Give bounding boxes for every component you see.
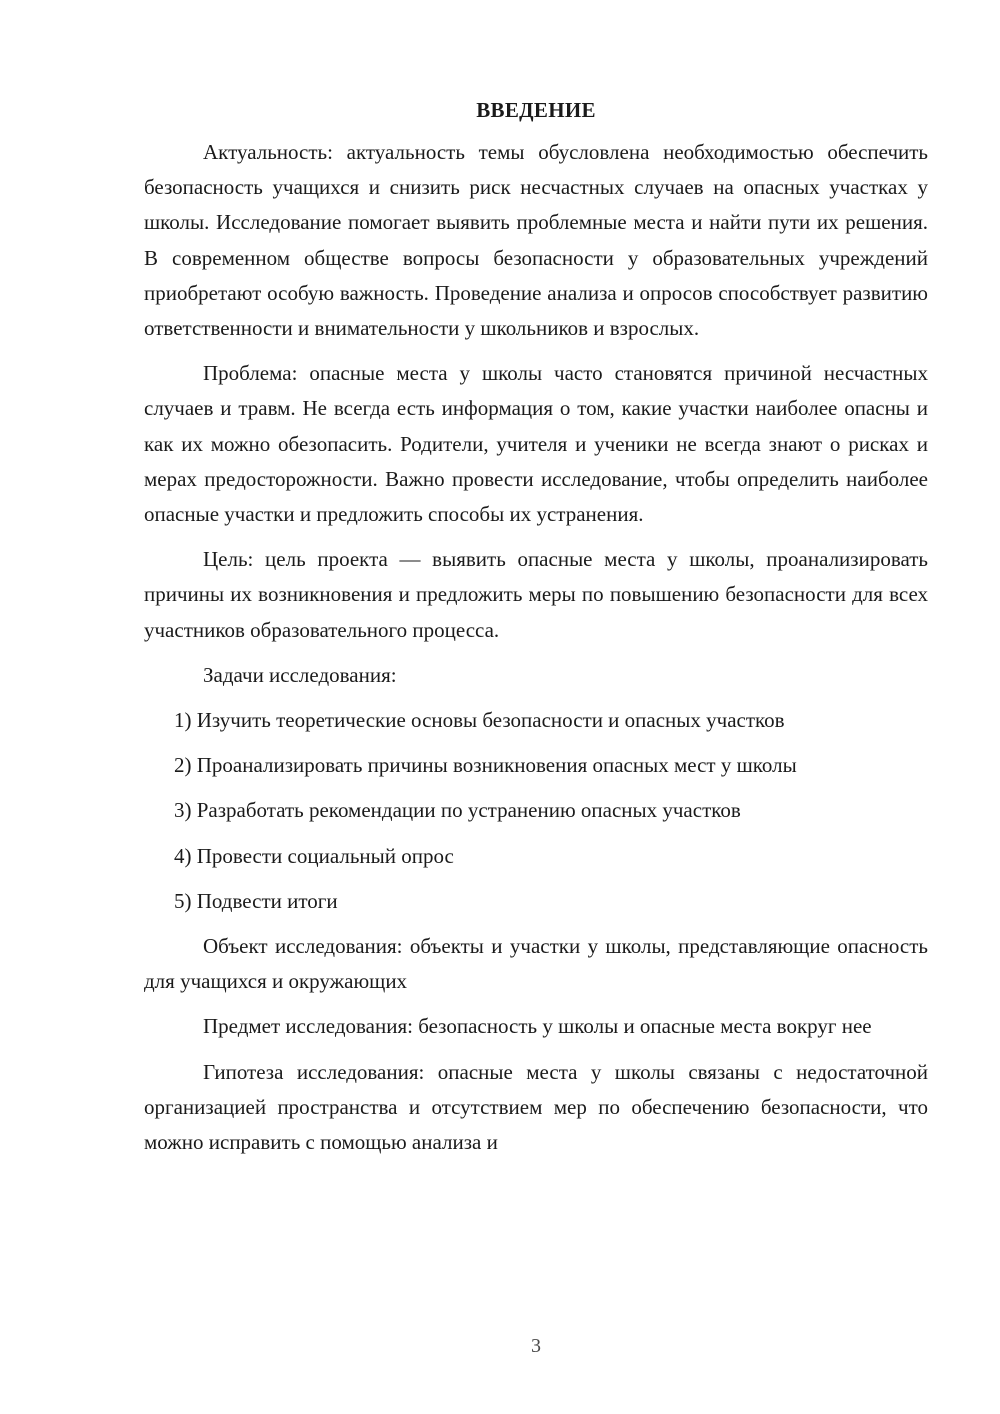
problem-paragraph: Проблема: опасные места у школы часто становятся причиной несчастных случаев и травм. Не всегда есть информация о том, какие участки наиболее опасны и как их можно обезопасить. Родители, учителя и ученики не всегда знают о рисках и мерах предосторожности. Важно провести исследование, чтобы определить наиболее опасные участки и предложить способы их устранения. xyxy=(144,361,928,527)
task-item-3: 3) Разработать рекомендации по устранению опасных участков xyxy=(174,798,741,823)
hypothesis-paragraph: Гипотеза исследования: опасные места у школы связаны с недостаточной организацией пространства и отсутствием мер по обеспечению безопасности, что можно исправить с помощью анализа и xyxy=(144,1059,928,1155)
subject-paragraph: Предмет исследования: безопасность у школы и опасные места вокруг нее xyxy=(203,1014,872,1039)
section-heading: ВВЕДЕНИЕ xyxy=(476,98,596,122)
object-paragraph: Объект исследования: объекты и участки у школы, представляющие опасность для учащихся и окружающих xyxy=(144,934,928,994)
tasks-title: Задачи исследования: xyxy=(203,662,397,687)
task-item-2: 2) Проанализировать причины возникновения опасных мест у школы xyxy=(174,753,797,778)
goal-paragraph: Цель: цель проекта — выявить опасные места у школы, проанализировать причины их возникновения и предложить меры по повышению безопасности для всех участников образовательного процесса. xyxy=(144,547,928,642)
relevance-paragraph: Актуальность: актуальность темы обусловлена необходимостью обеспечить безопасность учащихся и снизить риск несчастных случаев на опасных участках у школы. Исследование помогает выявить проблемные места и найти пути их решения. В современном обществе вопросы безопасности у образовательных учреждений приобретают особую важность. Проведение анализа и опросов способствует развитию ответственности и внимательности у школьников и взрослых. xyxy=(144,140,928,341)
page-content xyxy=(144,95,928,1170)
task-item-5: 5) Подвести итоги xyxy=(174,888,338,913)
task-item-4: 4) Провести социальный опрос xyxy=(174,843,454,868)
page-number: 3 xyxy=(531,1335,541,1357)
task-item-1: 1) Изучить теоретические основы безопасности и опасных участков xyxy=(174,708,785,733)
task-list xyxy=(144,703,928,919)
